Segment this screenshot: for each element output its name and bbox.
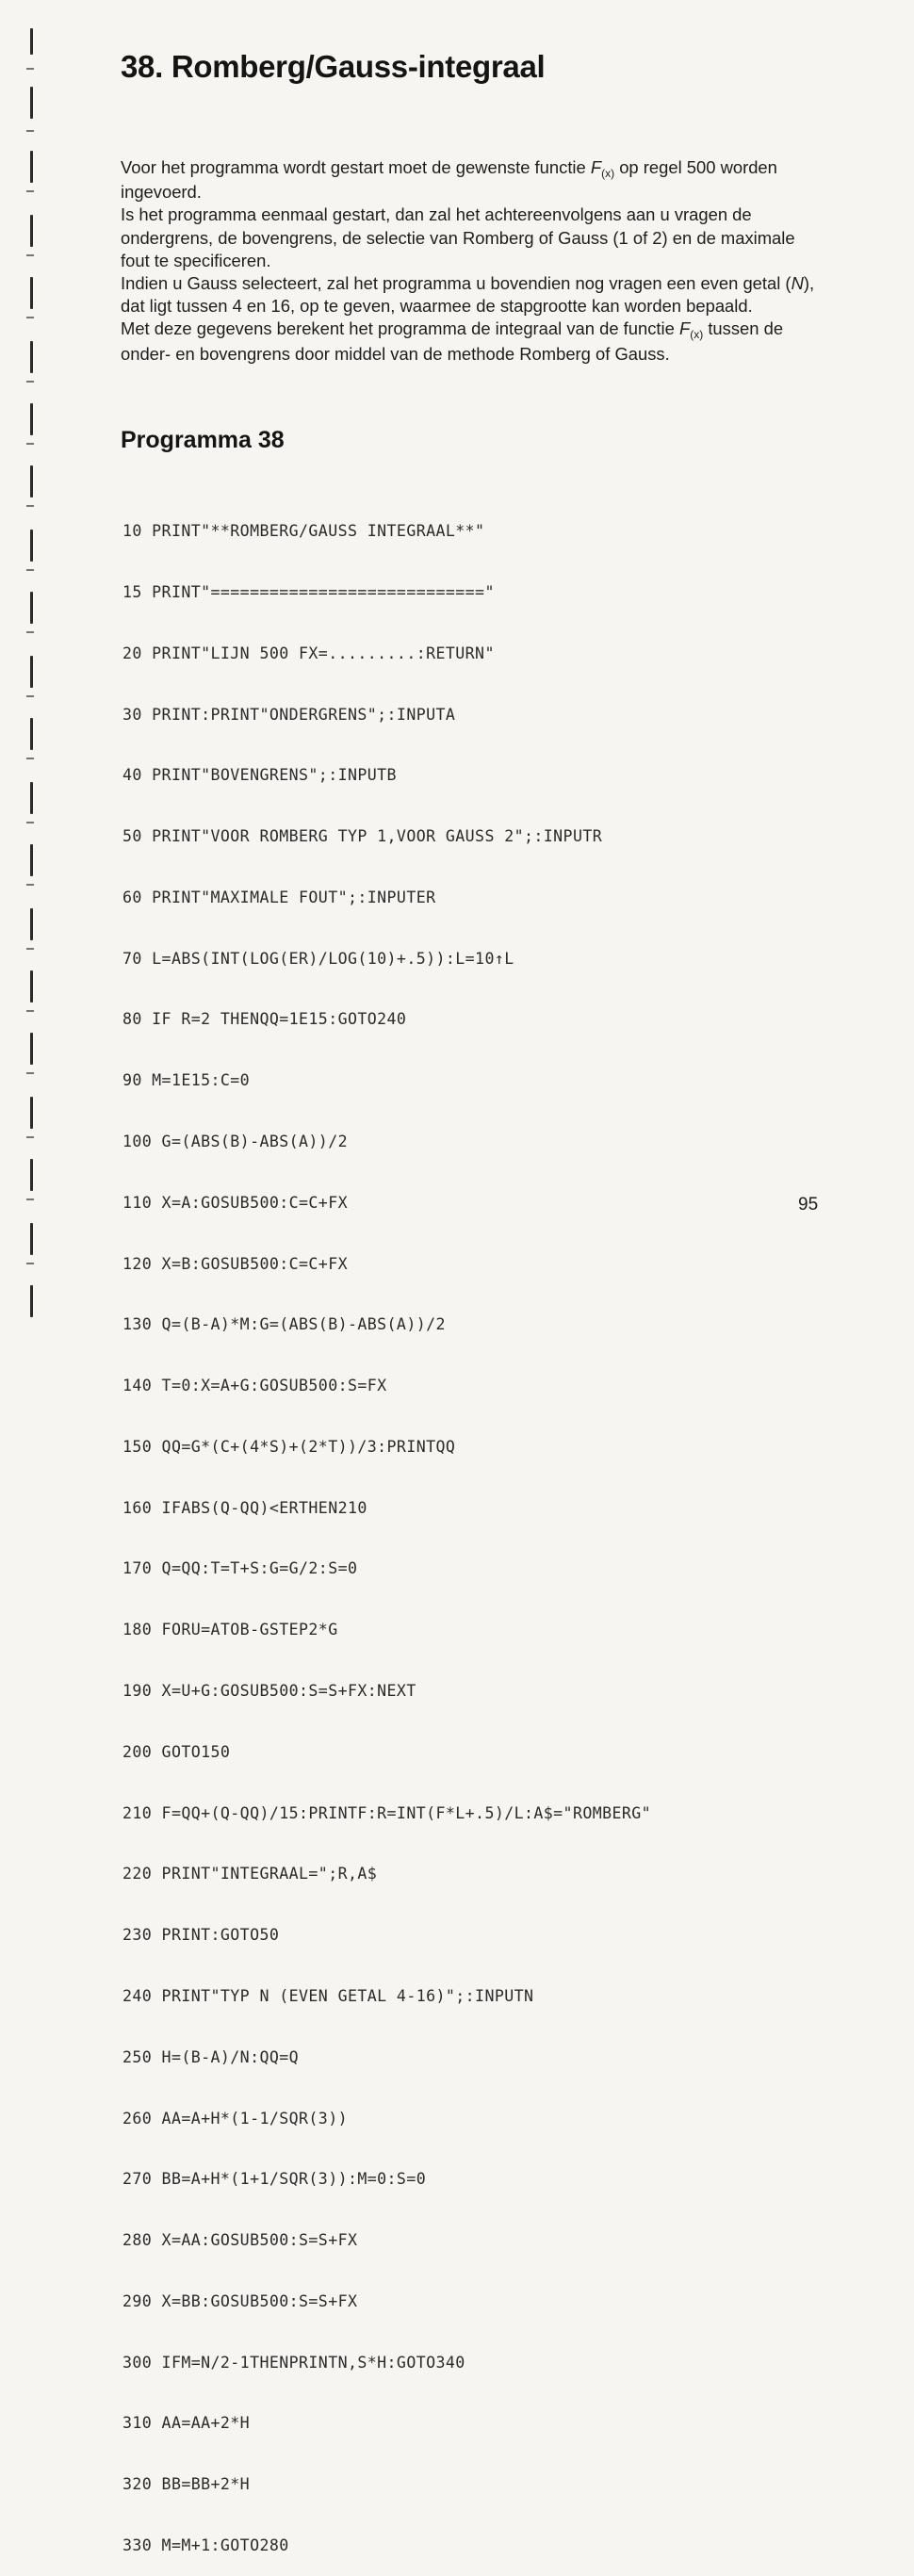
function-subscript: (x): [690, 328, 704, 342]
code-line: 240 PRINT"TYP N (EVEN GETAL 4-16)";:INPUTN: [122, 1986, 534, 2005]
program-listing: [122, 481, 651, 2576]
code-line: 300 IFM=N/2-1THENPRINTN,S*H:GOTO340: [122, 2353, 465, 2372]
binder-ring: [30, 782, 33, 814]
binder-ring-mark: [26, 1263, 34, 1264]
binder-ring: [30, 1033, 33, 1065]
code-line: 120 X=B:GOSUB500:C=C+FX: [122, 1254, 348, 1273]
code-line: 280 X=AA:GOSUB500:S=S+FX: [122, 2231, 358, 2250]
binder-rings: [0, 0, 66, 1345]
page-number: 95: [798, 1195, 819, 1215]
code-line: 90 M=1E15:C=0: [122, 1071, 251, 1090]
intro-paragraph: [121, 272, 823, 318]
code-line: 310 AA=AA+2*H: [122, 2414, 251, 2433]
code-line: 40 PRINT"BOVENGRENS";:INPUTB: [122, 766, 397, 785]
function-symbol: F: [590, 157, 602, 177]
binder-ring-mark: [26, 190, 34, 192]
binder-ring: [30, 87, 33, 119]
binder-ring: [30, 403, 33, 435]
code-line: 210 F=QQ+(Q-QQ)/15:PRINTF:R=INT(F*L+.5)/L:A$="ROMBERG": [122, 1803, 652, 1822]
code-line: 140 T=0:X=A+G:GOSUB500:S=FX: [122, 1377, 387, 1395]
code-line: 260 AA=A+H*(1-1/SQR(3)): [122, 2109, 348, 2128]
intro-text-fragment: tussen de onder- en bovengrens door middel van de methode Romberg of Gauss.: [121, 318, 784, 364]
code-line: 160 IFABS(Q-QQ)<ERTHEN210: [122, 1498, 367, 1517]
binder-ring: [30, 341, 33, 373]
binder-ring: [30, 1285, 33, 1317]
code-line: 200 GOTO150: [122, 1742, 231, 1761]
variable-symbol: N: [791, 273, 804, 294]
code-line: 30 PRINT:PRINT"ONDERGRENS";:INPUTA: [122, 705, 456, 724]
code-line: 220 PRINT"INTEGRAAL=";R,A$: [122, 1865, 378, 1883]
binder-ring: [30, 1097, 33, 1129]
code-line: 70 L=ABS(INT(LOG(ER)/LOG(10)+.5)):L=10↑L: [122, 949, 514, 968]
intro-text-fragment: ), dat ligt tussen 4 en 16, op te geven, waarmee de stapgrootte kan worden bepaald.: [121, 273, 815, 317]
binder-ring-mark: [26, 1010, 34, 1012]
code-line: 150 QQ=G*(C+(4*S)+(2*T))/3:PRINTQQ: [122, 1437, 456, 1456]
intro-text-fragment: Met deze gegevens berekent het programma de integraal van de functie: [121, 318, 679, 339]
binder-ring: [30, 592, 33, 624]
binder-ring-mark: [26, 254, 34, 256]
binder-ring: [30, 718, 33, 750]
binder-ring: [30, 1159, 33, 1191]
binder-ring: [30, 1223, 33, 1255]
code-line: 180 FORU=ATOB-GSTEP2*G: [122, 1621, 338, 1639]
code-line: 190 X=U+G:GOSUB500:S=S+FX:NEXT: [122, 1682, 416, 1701]
binder-ring: [30, 970, 33, 1003]
page-title: 38. Romberg/Gauss-integraal: [121, 49, 546, 84]
binder-ring: [30, 844, 33, 876]
code-line: 250 H=(B-A)/N:QQ=Q: [122, 2047, 300, 2066]
intro-text-fragment: op regel 500 worden ingevoerd.: [121, 157, 777, 203]
binder-ring-mark: [26, 68, 34, 70]
binder-ring-mark: [26, 130, 34, 132]
binder-ring-mark: [26, 1072, 34, 1074]
binder-ring: [30, 277, 33, 309]
binder-ring: [30, 465, 33, 497]
code-line: 130 Q=(B-A)*M:G=(ABS(B)-ABS(A))/2: [122, 1315, 446, 1334]
binder-ring-mark: [26, 948, 34, 950]
code-line: 230 PRINT:GOTO50: [122, 1926, 280, 1945]
code-line: 320 BB=BB+2*H: [122, 2475, 251, 2494]
binder-ring-mark: [26, 1198, 34, 1200]
binder-ring-mark: [26, 758, 34, 759]
binder-ring: [30, 151, 33, 183]
intro-paragraph: [121, 156, 823, 204]
code-line: 60 PRINT"MAXIMALE FOUT";:INPUTER: [122, 888, 436, 906]
binder-ring-mark: [26, 443, 34, 445]
binder-ring-mark: [26, 317, 34, 318]
binder-ring: [30, 28, 33, 55]
intro-text-fragment: Indien u Gauss selecteert, zal het programma u bovendien nog vragen een even getal (: [121, 273, 792, 294]
code-line: 15 PRINT"============================": [122, 582, 495, 601]
binder-ring: [30, 656, 33, 688]
code-line: 290 X=BB:GOSUB500:S=S+FX: [122, 2291, 358, 2310]
intro-text: [121, 156, 823, 366]
function-subscript: (x): [601, 167, 615, 180]
binder-ring-mark: [26, 631, 34, 633]
binder-ring-mark: [26, 1136, 34, 1138]
binder-ring-mark: [26, 505, 34, 507]
intro-paragraph: Is het programma eenmaal gestart, dan zal het achtereenvolgens aan u vragen de ondergrens, de bovengrens, de selectie van Romberg of Gauss (1 of 2) en de maximale fout te specificeren.: [121, 204, 795, 270]
code-line: 330 M=M+1:GOTO280: [122, 2535, 289, 2554]
binder-ring-mark: [26, 569, 34, 571]
section-title: Programma 38: [121, 427, 285, 453]
code-line: 20 PRINT"LIJN 500 FX=.........:RETURN": [122, 644, 495, 662]
code-line: 100 G=(ABS(B)-ABS(A))/2: [122, 1133, 348, 1150]
function-symbol: F: [678, 318, 691, 339]
binder-ring: [30, 215, 33, 247]
intro-paragraph: [121, 318, 823, 365]
binder-ring-mark: [26, 822, 34, 823]
binder-ring: [30, 530, 33, 562]
code-line: 270 BB=A+H*(1+1/SQR(3)):M=0:S=0: [122, 2170, 427, 2189]
binder-ring-mark: [26, 695, 34, 697]
code-line: 170 Q=QQ:T=T+S:G=G/2:S=0: [122, 1559, 358, 1578]
code-line: 110 X=A:GOSUB500:C=C+FX: [122, 1193, 348, 1212]
intro-text-fragment: Voor het programma wordt gestart moet de gewenste functie: [121, 157, 591, 177]
code-line: 50 PRINT"VOOR ROMBERG TYP 1,VOOR GAUSS 2";:INPUTR: [122, 827, 603, 846]
code-line: 10 PRINT"**ROMBERG/GAUSS INTEGRAAL**": [122, 522, 485, 541]
binder-ring: [30, 908, 33, 940]
code-line: 80 IF R=2 THENQQ=1E15:GOTO240: [122, 1010, 407, 1029]
binder-ring-mark: [26, 381, 34, 383]
binder-ring-mark: [26, 884, 34, 886]
